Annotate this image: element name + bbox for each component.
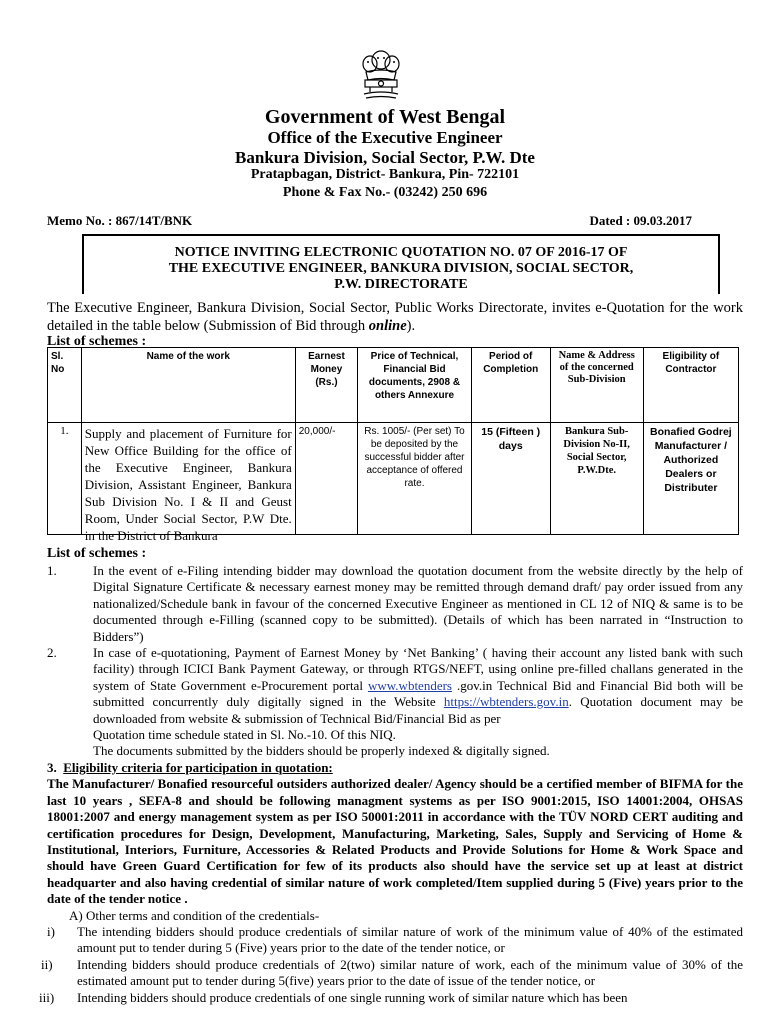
row-price-of-bid: Rs. 1005/- (Per set) To be deposited by the successful bidder after acceptance of offered rate. <box>358 423 472 535</box>
row-period: 15 (Fifteen ) days <box>471 423 550 535</box>
clause-2-documents: The documents submitted by the bidders should be properly indexed & digitally signed. <box>93 743 550 759</box>
clause-2-schedule: Quotation time schedule stated in Sl. No.-10. Of this NIQ. <box>93 727 396 743</box>
list-of-schemes-heading: List of schemes : <box>47 334 147 349</box>
header-name-of-work: Name of the work <box>81 348 295 423</box>
row-eligibility: Bonafied Godrej Manufacturer / Authorized Dealers or Distributer <box>643 423 738 535</box>
office-address: Pratapbagan, District- Bankura, Pin- 722101 <box>250 167 520 182</box>
row-sub-division: Bankura Sub-Division No-II, Social Sector, P.W.Dte. <box>550 423 643 535</box>
notice-title-box <box>82 234 720 294</box>
notice-line-3: P.W. DIRECTORATE <box>334 277 468 292</box>
government-title: Government of West Bengal <box>264 106 506 128</box>
memo-date: Dated : 09.03.2017 <box>589 213 692 228</box>
clause-2: 2. In case of e-quotationing, Payment of Earnest Money by ‘Net Banking’ ( having their account any listed bank with such facility) through ICICI Bank Payment Gateway, or through RTGS/NEFT, using online pre-filled challans generated in the system of State Government e-Procurement portal www.wbtenders .gov.in Technical Bid and Financial Bid both will be submitted concurrently duly digitally signed in the Website https://wbtenders.gov.in. Quotation document may be downloaded from website & submission of Technical Bid/Financial Bid as per Quotation time schedule stated in Sl. No.-10. Of this NIQ. The documents submitted by the bidders should be properly indexed & digitally signed. <box>47 645 743 759</box>
memo-number: Memo No. : 867/14T/BNK <box>47 213 193 228</box>
header-sub-division: Name & Address of the concerned Sub-Division <box>550 348 643 423</box>
wbtenders-link-1[interactable]: www.wbtenders <box>367 677 452 693</box>
list-of-schemes-heading-2: List of schemes : <box>47 546 147 561</box>
header-period: Period of Completion <box>471 348 550 423</box>
schemes-table <box>47 347 739 543</box>
clause-3-heading: 3. Eligibility criteria for participation in quotation: <box>47 759 333 775</box>
office-title: Office of the Executive Engineer <box>267 128 503 147</box>
eligibility-text: The Manufacturer/ Bonafied resourceful outsiders authorized dealer/ Agency should be a certified member of BIFMA for the last 10 years , SEFA-8 and should be following managment systems as per ISO 9001:2015, ISO 14001:2004, OHSAS 18001:2007 and energy management system as per ISO 50001:2011 in accordance with the TÜV NORD CERT auditing and certification procedures for Design, Development, Manufacturing, Marketing, Sales, Supply and Servicing of Home & Institutional, Interiors, Furniture, Accessories & Related Products and Provide Solutions for Home & Work Space and should have Green Guard Certification for few of its products also should have the service set up at least at district headquarter and also having credential of similar nature of work completed/Item supplied during 5 (Five) years prior to the date of the tender notice . <box>47 776 743 907</box>
clause-2-number: 2. <box>47 645 57 661</box>
credential-iii: iii) Intending bidders should produce credentials of one single running work of similar nature which has been <box>39 989 628 1005</box>
office-phone: Phone & Fax No.- (03242) 250 696 <box>282 185 488 200</box>
notice-line-2: THE EXECUTIVE ENGINEER, BANKURA DIVISION, SOCIAL SECTOR, <box>168 261 634 276</box>
wbtenders-link-2[interactable]: https://wbtenders.gov.in <box>443 694 569 710</box>
clause-1-number: 1. <box>47 563 57 578</box>
header-sl: Sl. No <box>48 348 82 423</box>
notice-line-1: NOTICE INVITING ELECTRONIC QUOTATION NO. 07 OF 2016-17 OF <box>174 245 628 260</box>
credential-ii: ii) Intending bidders should produce credentials of 2(two) similar nature of work, each of the minimum value of 30% of the estimated amount put to tender during 5(five) years prior to the date of issue of the tender notice, or <box>41 956 743 989</box>
header-eligibility: Eligibility of Contractor <box>643 348 738 423</box>
state-emblem-icon <box>356 46 406 104</box>
table-header-row <box>48 348 739 423</box>
division-title: Bankura Division, Social Sector, P.W. Dte <box>235 148 535 167</box>
row-earnest-money: 20,000/- <box>295 423 357 535</box>
other-terms-line: A) Other terms and condition of the credentials- <box>69 907 320 923</box>
row-name-of-work: Supply and placement of Furniture for New Office Building for the office of the Executive Engineer, Bankura Division, Assistant Engineer, Bankura Sub Division No. I & II and Geust Room, Under Social Sector, P.W Dte. in the District of Bankura <box>84 426 292 543</box>
clauses-section <box>39 563 743 1006</box>
table-row <box>48 423 739 535</box>
credential-i: i) The intending bidders should produce credentials of similar nature of work of the minimum value of 40% of the estimated amount put to tender during 5 (Five) years prior to the date of the tender notice, or <box>47 923 743 956</box>
clause-1: 1. In the event of e-Filing intending bidder may download the quotation document from the website directly by the help of Digital Signature Certificate & necessary earnest money may be remitted through demand draft/ pay order issued from any nationalized/Schedule bank in favour of the concerned Executive Engineer as mentioned in CL 12 of NIQ & same is to be documented through e-Filling (scanned copy to be submitted). (Details of which has been narrated in “Instruction to Bidders”) <box>47 563 743 644</box>
header-price-of-bid: Price of Technical, Financial Bid documents, 2908 & others Annexure <box>358 348 472 423</box>
header-earnest-money: Earnest Money (Rs.) <box>295 348 357 423</box>
eligibility-title: Eligibility criteria for participation in quotation: <box>63 759 333 775</box>
row-sl: 1. <box>48 423 82 535</box>
online-emphasis: online <box>368 318 407 334</box>
intro-paragraph: The Executive Engineer, Bankura Division, Social Sector, Public Works Directorate, invites e-Quotation for the work detailed in the table below (Submission of Bid through online). <box>47 300 743 334</box>
